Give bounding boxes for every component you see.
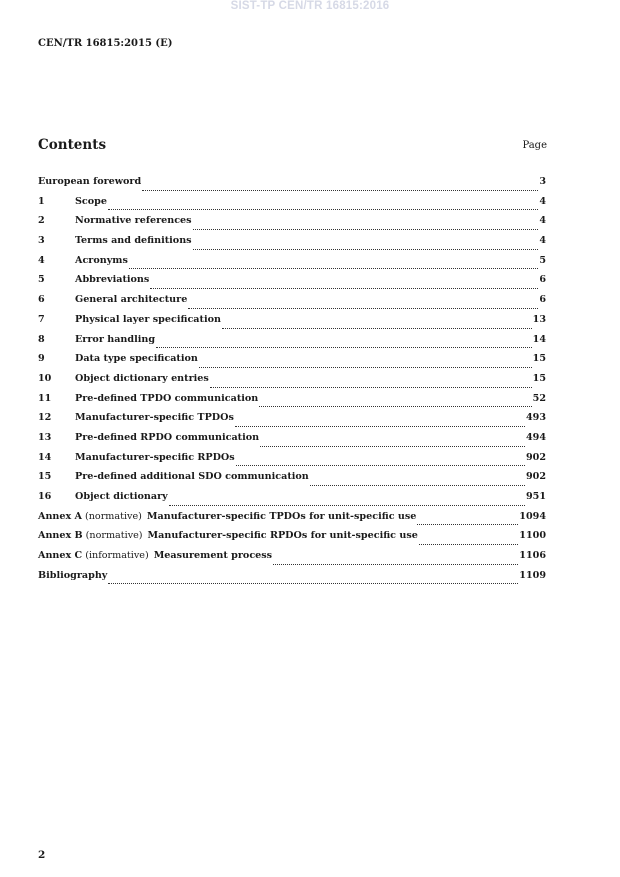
toc-annex-c[interactable] [38,550,546,570]
toc-entry[interactable] [38,196,546,216]
annex-type: (informative) [85,550,149,562]
toc-entry-number: 10 [38,372,52,384]
toc-entry-title: European foreword [38,176,142,187]
dot-leader [235,425,525,427]
toc-entry-page: 494 [525,431,546,443]
toc-entry-bibliography[interactable] [38,570,546,590]
toc-entry-title: Scope [75,195,107,207]
page-number: 2 [38,849,46,861]
dot-leader [199,366,532,368]
document-id: CEN/TR 16815:2015 (E) [38,38,173,49]
toc-entry-page: 902 [525,471,546,483]
toc-entry-title: Normative references [75,215,192,227]
toc-entry-number: 4 [38,254,45,266]
toc-entry-title: Pre-defined RPDO communication [75,431,260,443]
toc-entry[interactable] [38,215,546,235]
dot-leader [150,287,538,289]
toc-entry-number: 5 [38,274,45,286]
toc-entry[interactable] [38,235,546,255]
dot-leader [193,248,539,250]
toc-entry-page: 951 [525,491,546,502]
toc-entry-number: 9 [38,353,45,365]
page-column-label: Page [522,140,547,151]
toc-entry-number: 7 [38,313,45,325]
toc-entry[interactable] [38,255,546,275]
toc-entry-page: 1109 [519,569,546,581]
dot-leader [142,189,538,191]
toc-entry-page: 15 [532,353,546,365]
toc-entry-page: 3 [539,176,546,187]
toc-entry[interactable] [38,471,546,491]
toc-entry-number: 15 [38,471,52,483]
toc-entry-page: 1106 [519,550,546,562]
toc-entry-title: General architecture [75,294,188,306]
dot-leader [108,582,518,584]
toc-entry-number: 6 [38,294,45,306]
toc-entry-title: Manufacturer-specific RPDOs for unit-specific use [147,530,418,542]
toc-entry[interactable] [38,412,546,432]
toc-entry-title: Pre-defined TPDO communication [75,392,259,404]
toc-entry[interactable] [38,393,546,413]
toc-entry-title: Manufacturer-specific TPDOs [75,412,234,424]
toc-entry-foreword[interactable] [38,176,546,196]
toc-annex-b[interactable] [38,530,546,550]
dot-leader [310,484,525,486]
dot-leader [417,523,518,525]
toc-entry-page: 13 [532,313,546,325]
dot-leader [259,405,531,407]
toc-entry-page: 4 [539,195,546,207]
dot-leader [260,445,525,447]
table-of-contents [38,176,546,589]
toc-entry-title: Terms and definitions [75,235,192,247]
toc-entry-title: Pre-defined additional SDO communication [75,471,309,483]
toc-entry-page: 6 [539,294,546,306]
toc-entry-page: 493 [525,412,546,424]
toc-entry[interactable] [38,294,546,314]
toc-entry-title: Bibliography [38,569,108,581]
toc-entry-number: 3 [38,235,45,247]
toc-entry[interactable] [38,274,546,294]
toc-entry-page: 4 [539,215,546,227]
toc-entry-number: 12 [38,412,52,424]
toc-entry[interactable] [38,353,546,373]
toc-entry-page: 14 [532,333,546,345]
toc-entry-title: Error handling [75,333,156,345]
toc-entry[interactable] [38,432,546,452]
annex-type: (normative) [85,530,143,542]
toc-entry-number: 16 [38,491,52,502]
dot-leader [169,504,525,506]
toc-entry[interactable] [38,314,546,334]
toc-entry[interactable] [38,334,546,354]
dot-leader [108,208,538,210]
toc-annex-a[interactable] [38,511,546,531]
annex-label: Annex B [38,530,83,542]
toc-entry-title: Acronyms [75,254,128,266]
toc-entry[interactable] [38,491,546,511]
watermark: SIST-TP CEN/TR 16815:2016 [230,0,390,12]
annex-label: Annex C [38,550,83,562]
toc-entry-title: Data type specification [75,353,198,365]
dot-leader [419,543,518,545]
toc-entry-page: 1094 [519,510,546,522]
toc-entry-title: Abbreviations [75,274,150,286]
toc-entry[interactable] [38,452,546,472]
annex-label: Annex A [38,510,83,522]
toc-entry-number: 2 [38,215,45,227]
toc-entry-title: Object dictionary entries [75,372,209,384]
toc-entry-page: 902 [525,451,546,463]
toc-entry[interactable] [38,373,546,393]
toc-entry-number: 8 [38,333,45,345]
dot-leader [210,386,532,388]
toc-entry-number: 11 [38,392,52,404]
toc-entry-number: 1 [38,195,45,207]
toc-entry-title: Manufacturer-specific TPDOs for unit-specific use [146,510,417,522]
toc-entry-title: Manufacturer-specific RPDOs [75,451,235,463]
toc-entry-number: 14 [38,451,52,463]
toc-entry-page: 1100 [519,530,546,542]
toc-entry-page: 4 [539,235,546,247]
dot-leader [236,464,525,466]
toc-entry-page: 52 [532,392,546,404]
dot-leader [129,267,538,269]
toc-entry-title: Object dictionary [75,491,168,502]
annex-type: (normative) [85,510,142,522]
contents-heading: Contents [38,137,107,153]
dot-leader [156,346,532,348]
dot-leader [273,563,518,565]
toc-entry-page: 5 [539,254,546,266]
toc-entry-page: 15 [532,372,546,384]
toc-entry-page: 6 [539,274,546,286]
dot-leader [188,307,538,309]
toc-entry-title: Physical layer specification [75,313,221,325]
dot-leader [193,228,539,230]
dot-leader [222,327,532,329]
toc-entry-number: 13 [38,431,52,443]
toc-entry-title: Measurement process [153,550,273,562]
